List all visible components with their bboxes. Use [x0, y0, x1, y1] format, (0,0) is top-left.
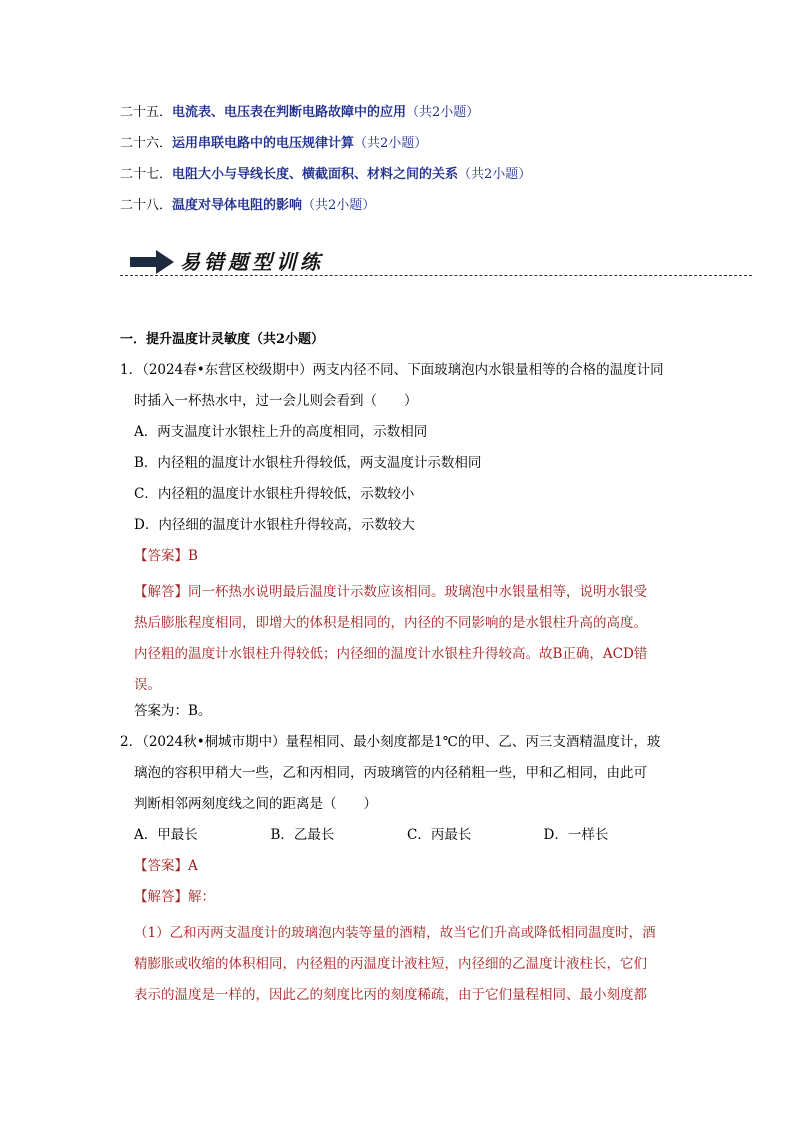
toc-item[interactable] [120, 166, 531, 197]
option-b: B．乙最长 [270, 827, 335, 843]
option-a: A．两支温度计水银柱上升的高度相同，示数相同 [134, 424, 428, 440]
answer-label: 【答案】A [134, 858, 198, 874]
option-d: D．一样长 [543, 827, 609, 843]
toc-item[interactable] [120, 104, 531, 135]
answer-label: 【答案】B [134, 548, 198, 564]
explanation-line: 误。 [134, 677, 161, 693]
explanation-line: 内径粗的温度计水银柱升得较低；内径细的温度计水银柱升得较高。故B正确，ACD错 [134, 646, 648, 662]
explanation [120, 918, 680, 1011]
toc-item[interactable] [120, 135, 531, 166]
question-content [120, 330, 680, 1011]
question-stem: 1．（2024春•东营区校级期中）两支内径不同、下面玻璃泡内水银量相等的合格的温度计同 [120, 362, 664, 378]
question-1 [120, 360, 680, 732]
toc-item-number: 二十五． [120, 105, 173, 120]
explanation-head [120, 887, 680, 918]
option-b: B．内径粗的温度计水银柱升得较低，两支温度计示数相同 [134, 455, 482, 471]
explanation-line: 表示的温度是一样的，因此乙的刻度比丙的刻度稀疏，由于它们量程相同、最小刻度都 [134, 987, 647, 1003]
toc-item-number: 二十七． [120, 167, 173, 182]
question-2 [120, 732, 680, 1011]
options-row [120, 825, 680, 856]
toc-item-count: （共2小题） [458, 167, 532, 182]
explanation-line: 精膨胀或收缩的体积相同，内径粗的丙温度计液柱短，内径细的乙温度计液柱长，它们 [134, 956, 647, 972]
option-a: A．甲最长 [134, 827, 198, 843]
banner-title: 易错题型训练 [180, 250, 324, 274]
table-of-contents [120, 104, 531, 228]
arrow-right-icon [130, 249, 176, 275]
toc-item-count: （共2小题） [406, 105, 480, 120]
toc-item[interactable] [120, 197, 531, 228]
question-stem: 2．（2024秋•桐城市期中）量程相同、最小刻度都是1℃的甲、乙、丙三支酒精温度计，玻 [120, 734, 661, 750]
explanation [120, 577, 680, 701]
option-d: D．内径细的温度计水银柱升得较高，示数较大 [134, 517, 415, 533]
explanation-line: 热后膨胀程度相同，即增大的体积是相同的，内径的不同影响的是水银柱升高的高度。 [134, 615, 647, 631]
section-banner [120, 246, 752, 280]
explanation-line: 【解答】同一杯热水说明最后温度计示数应该相同。玻璃泡中水银量相等，说明水银受 [134, 584, 647, 600]
final-answer: 答案为：B。 [134, 703, 212, 719]
explanation-line: （1）乙和丙两支温度计的玻璃泡内装等量的酒精，故当它们升高或降低相同温度时，酒 [134, 925, 656, 941]
toc-item-title: 电阻大小与导线长度、横截面积、材料之间的关系 [172, 167, 459, 182]
explanation-head-text: 【解答】解： [134, 889, 215, 905]
toc-item-count: （共2小题） [302, 198, 376, 213]
toc-item-title: 温度对导体电阻的影响 [172, 198, 303, 213]
section-title: 一．提升温度计灵敏度（共2小题） [120, 332, 325, 347]
option-c: C．内径粗的温度计水银柱升得较低，示数较小 [134, 486, 415, 502]
toc-item-title: 电流表、电压表在判断电路故障中的应用 [172, 105, 407, 120]
toc-item-count: （共2小题） [354, 136, 428, 151]
question-stem: 璃泡的容积甲稍大一些，乙和丙相同，丙玻璃管的内径稍粗一些，甲和乙相同，由此可 [134, 765, 647, 781]
banner-divider [120, 275, 752, 276]
toc-item-title: 运用串联电路中的电压规律计算 [172, 136, 355, 151]
option-c: C．丙最长 [407, 827, 472, 843]
question-stem: 判断相邻两刻度线之间的距离是（ ） [134, 796, 377, 812]
toc-item-number: 二十八． [120, 198, 173, 213]
toc-item-number: 二十六． [120, 136, 173, 151]
question-stem: 时插入一杯热水中，过一会儿则会看到（ ） [134, 393, 418, 409]
